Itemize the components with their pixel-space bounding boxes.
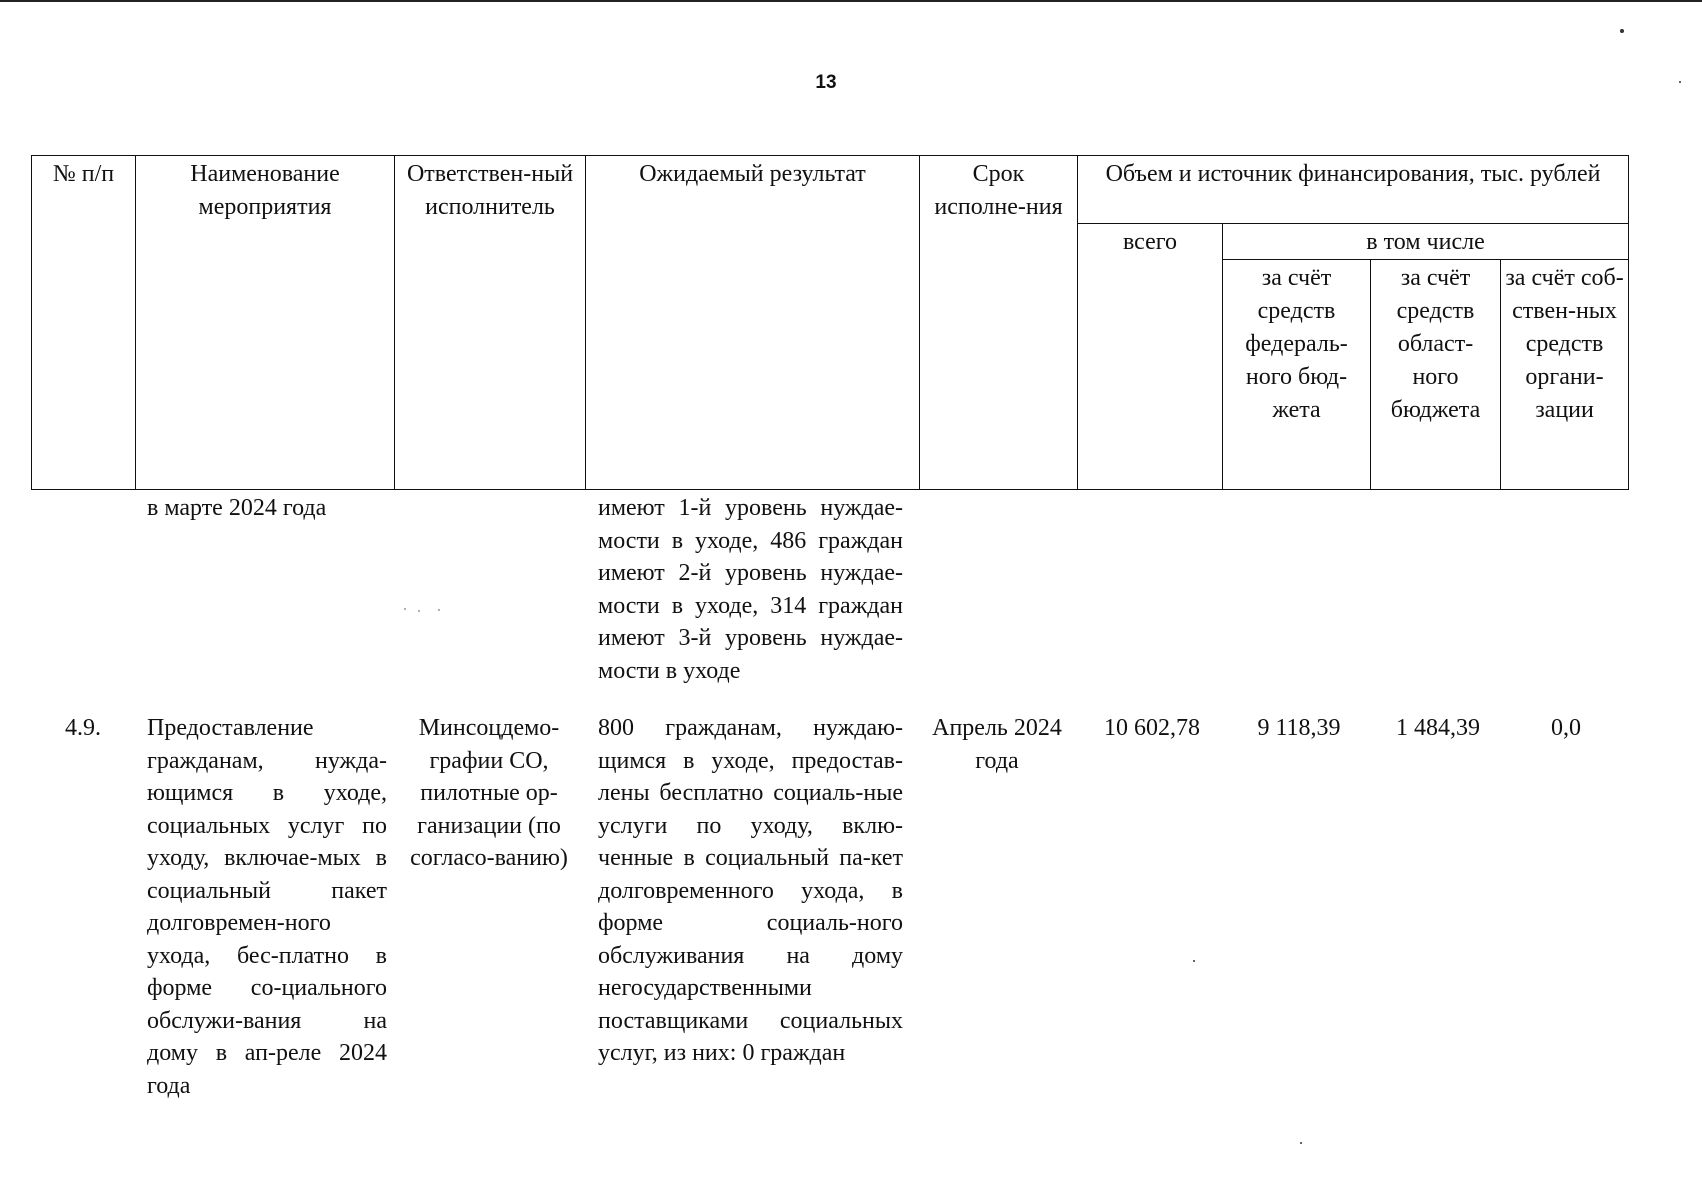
row-4-9-total: 10 602,78 — [1104, 715, 1200, 741]
header-including-group: в том числе — [1223, 224, 1629, 260]
table-header — [31, 155, 1629, 490]
row-4-9-regional: 1 484,39 — [1396, 715, 1480, 741]
continuation-activity-name: в марте 2024 года — [147, 495, 327, 521]
header-term-column: Срок исполне-ния — [920, 156, 1078, 490]
row-4-9-term: Апрель 2024 года — [932, 715, 1062, 774]
scan-speck — [1679, 81, 1681, 83]
page-number: 13 — [815, 72, 837, 93]
header-expected-result-column: Ожидаемый результат — [586, 156, 920, 490]
top-border-line — [0, 0, 1702, 2]
scan-speck — [1193, 960, 1195, 962]
header-regional-budget-column: за счёт средств област-ного бюджета — [1371, 260, 1501, 490]
header-federal-budget-column: за счёт средств федераль-ного бюд-жета — [1223, 260, 1371, 490]
scan-speck — [404, 608, 406, 610]
row-4-9-federal: 9 118,39 — [1257, 715, 1341, 741]
header-number-column: № п/п — [32, 156, 136, 490]
row-4-9-number: 4.9. — [65, 715, 101, 741]
row-4-9-activity-name: Предоставление гражданам, нужда-ющимся в уходе, социальных услуг по уходу, включае-мых в социальный пакет долговремен-ного ухода, бес-платно в форме со-циального обслужи-вания на дому в ап-реле 2024 года — [147, 715, 387, 1099]
scan-speck — [438, 609, 440, 611]
row-4-9-own: 0,0 — [1551, 715, 1581, 741]
header-financing-group: Объем и источник финансирования, тыс. рублей — [1078, 156, 1629, 224]
header-responsible-column: Ответствен-ный исполнитель — [395, 156, 586, 490]
header-total-column: всего — [1078, 224, 1223, 490]
scan-speck — [1620, 29, 1624, 33]
header-own-funds-column: за счёт соб-ствен-ных средств органи-зации — [1501, 260, 1629, 490]
header-activity-name-column: Наименование мероприятия — [136, 156, 395, 490]
row-4-9-expected-result: 800 гражданам, нуждаю-щимся в уходе, предостав-лены бесплатно социаль-ные услуги по уходу, вклю-ченные в социальный па-кет долговременного ухода, в форме социаль-ного обслуживания на дому негосударственными поставщиками социальных услуг, из них: 0 граждан — [598, 715, 903, 1066]
scan-speck — [418, 610, 420, 612]
scan-speck — [1300, 1142, 1302, 1144]
continuation-expected-result: имеют 1-й уровень нуждае-мости в уходе, 486 граждан имеют 2-й уровень нуждае-мости в уходе, 314 граждан имеют 3-й уровень нуждае-мости в уходе — [598, 495, 903, 684]
row-4-9-responsible: Минсоцдемо-графии СО, пилотные ор-ганизации (по согласо-ванию) — [410, 715, 568, 871]
